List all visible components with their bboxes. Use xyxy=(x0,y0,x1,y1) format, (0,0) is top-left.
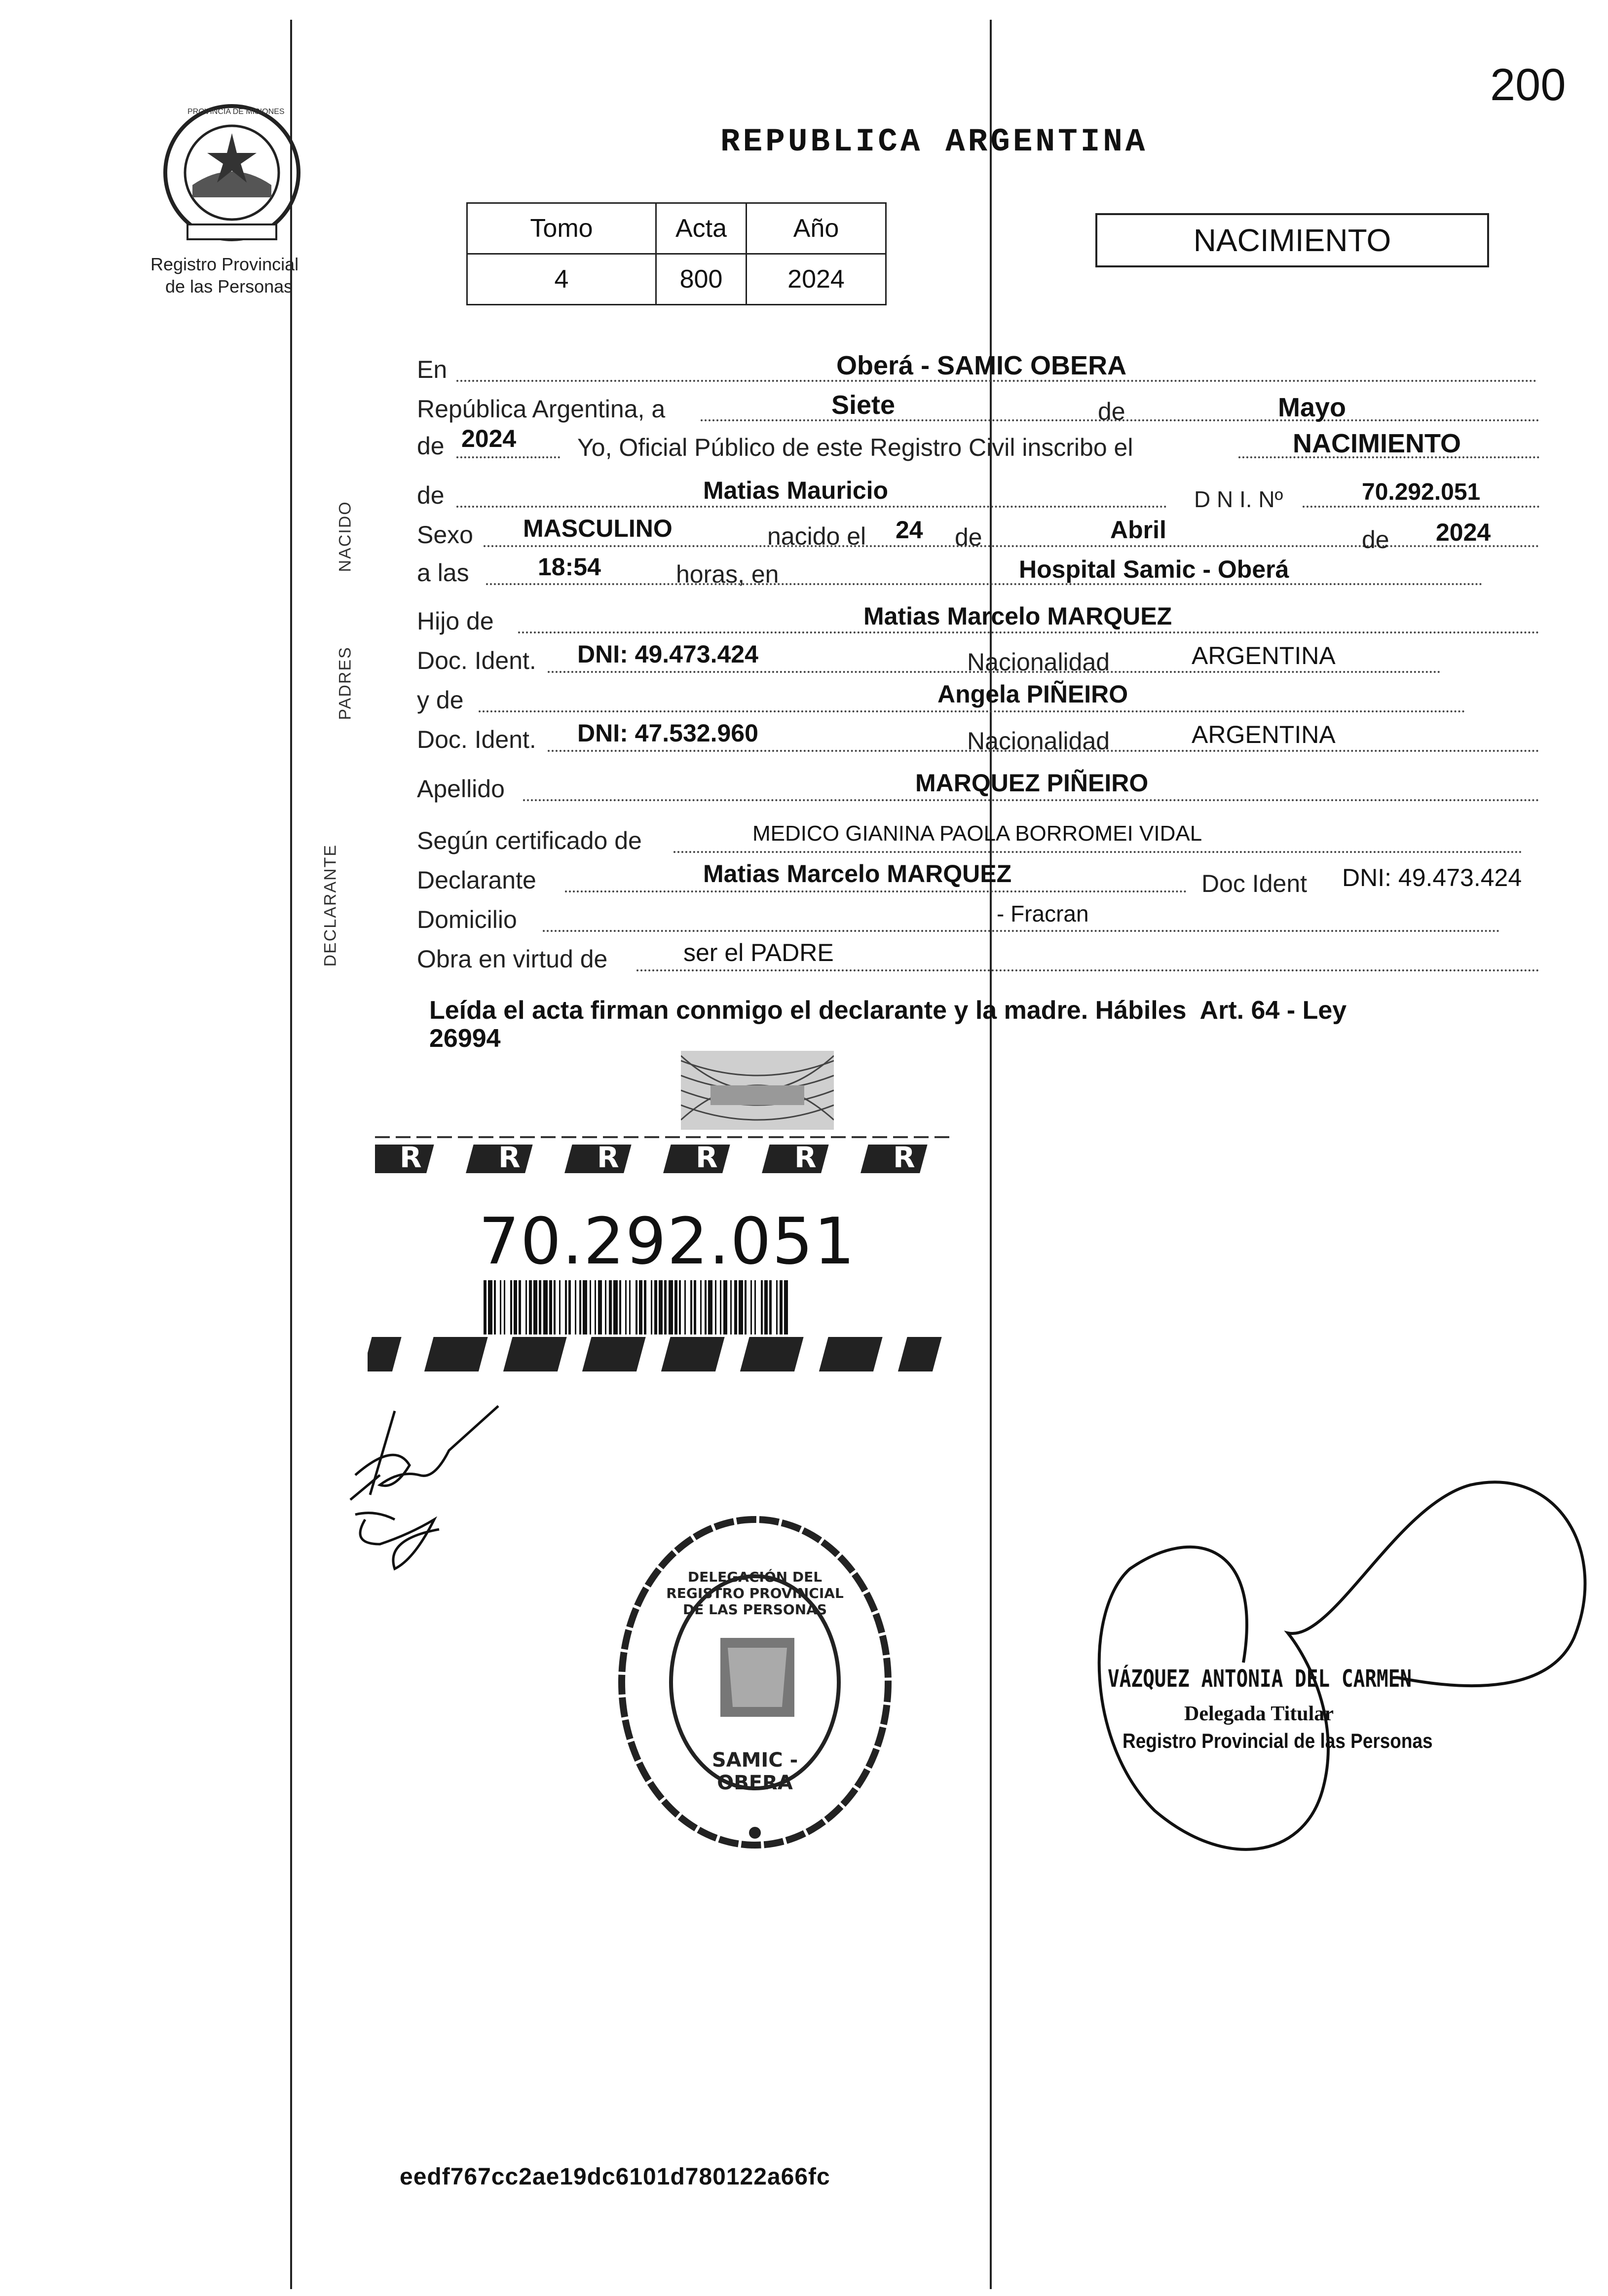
label-de-nac: de xyxy=(955,523,982,551)
barcode-bar xyxy=(764,1280,768,1334)
barcode-bar xyxy=(500,1280,501,1334)
sticker-bottom-band xyxy=(368,1334,947,1379)
barcode-bar xyxy=(629,1280,631,1334)
side-label-padres: PADRES xyxy=(336,646,355,720)
label-doc-padre: Doc. Ident. xyxy=(417,647,536,674)
r-mark: R xyxy=(597,1141,619,1174)
sticker-number: 70.292.051 xyxy=(479,1204,856,1279)
barcode-bar xyxy=(754,1280,756,1334)
barcode-bar xyxy=(579,1280,581,1334)
label-yde: y de xyxy=(417,686,464,714)
value-sexo: MASCULINO xyxy=(523,515,673,542)
dotline-anio xyxy=(456,456,560,458)
value-certificado: MEDICO GIANINA PAOLA BORROMEI VIDAL xyxy=(752,821,1202,846)
r-mark: R xyxy=(893,1141,915,1174)
value-padre-nac: ARGENTINA xyxy=(1192,642,1336,669)
acta-header-anio: Año xyxy=(747,203,886,254)
value-madre-nac: ARGENTINA xyxy=(1192,721,1336,748)
label-hijo: Hijo de xyxy=(417,607,494,635)
barcode-bar xyxy=(644,1280,646,1334)
barcode-bar xyxy=(734,1280,737,1334)
closing-line-1: Leída el acta firman conmigo el declarante y la madre. Hábiles Art. 64 - Ley xyxy=(429,996,1347,1025)
label-horas-en: horas, en xyxy=(676,560,779,588)
label-de-nombre: de xyxy=(417,481,445,509)
dotline-apellido xyxy=(523,799,1539,801)
acta-value-tomo: 4 xyxy=(467,254,656,305)
acta-value-anio: 2024 xyxy=(747,254,886,305)
barcode-bar xyxy=(554,1280,556,1334)
official-seal xyxy=(614,1510,896,1865)
value-dia: Siete xyxy=(831,390,896,420)
barcode-bar xyxy=(739,1280,743,1334)
delegate-role: Delegada Titular xyxy=(1184,1703,1334,1725)
delegate-org: Registro Provincial de las Personas xyxy=(1122,1729,1433,1752)
acta-table xyxy=(466,202,887,305)
value-nombre: Matias Mauricio xyxy=(703,477,889,504)
value-domicilio: - Fracran xyxy=(997,901,1089,926)
barcode-bar xyxy=(705,1280,707,1334)
oficial-text: Yo, Oficial Público de este Registro Civil inscribo el xyxy=(577,434,1133,461)
barcode-bar xyxy=(761,1280,763,1334)
act-type-box: NACIMIENTO xyxy=(1095,213,1489,267)
barcode-bar xyxy=(504,1280,505,1334)
r-mark: R xyxy=(696,1141,718,1174)
label-republica: República Argentina, a xyxy=(417,395,666,423)
label-alas: a las xyxy=(417,559,469,587)
value-hora: 18:54 xyxy=(538,553,601,581)
barcode-bar xyxy=(659,1280,663,1334)
label-declarante: Declarante xyxy=(417,866,536,894)
dotline-segun xyxy=(673,851,1522,853)
barcode-bar xyxy=(639,1280,642,1334)
barcode-bar xyxy=(598,1280,602,1334)
document-hash: eedf767cc2ae19dc6101d780122a66fc xyxy=(400,2164,830,2190)
signature-official xyxy=(336,1396,523,1584)
barcode-bar xyxy=(636,1280,637,1334)
hologram-patch xyxy=(681,1051,834,1130)
barcode-bar xyxy=(568,1280,571,1334)
barcode-bar xyxy=(533,1280,537,1334)
r-mark: R xyxy=(400,1141,422,1174)
barcode-bar xyxy=(613,1280,618,1334)
label-nac-madre: Nacionalidad xyxy=(967,727,1110,755)
side-label-nacido: NACIDO xyxy=(336,501,355,572)
registry-line-1: Registro Provincial xyxy=(150,254,299,274)
value-anio: 2024 xyxy=(461,425,517,452)
barcode-bar xyxy=(619,1280,621,1334)
barcode-bar xyxy=(651,1280,652,1334)
value-nac-dia: 24 xyxy=(896,516,923,544)
barcode-bar xyxy=(539,1280,541,1334)
barcode-bar xyxy=(549,1280,552,1334)
document-title: REPUBLICA ARGENTINA xyxy=(720,123,1148,160)
value-nac-mes: Abril xyxy=(1110,516,1166,544)
barcode-bar xyxy=(605,1280,606,1334)
barcode-bar xyxy=(543,1280,548,1334)
seal-ring-text: DELEGACIÓN DEL REGISTRO PROVINCIAL DE LAS PERSONAS xyxy=(666,1569,844,1618)
barcode-bar xyxy=(595,1280,596,1334)
barcode-bar xyxy=(484,1280,486,1334)
barcode-bar xyxy=(625,1280,627,1334)
barcode-bar xyxy=(488,1280,492,1334)
barcode-bar xyxy=(694,1280,696,1334)
label-apellido: Apellido xyxy=(417,775,505,803)
barcode-bar xyxy=(745,1280,747,1334)
r-mark: R xyxy=(498,1141,521,1174)
value-declarante: Matias Marcelo MARQUEZ xyxy=(703,860,1012,888)
value-nac-anio: 2024 xyxy=(1436,518,1491,546)
dotline-declarante xyxy=(565,890,1187,892)
barcode-bar xyxy=(529,1280,532,1334)
side-label-declarante: DECLARANTE xyxy=(321,844,340,967)
barcode-bar xyxy=(690,1280,692,1334)
barcode-bar xyxy=(583,1280,587,1334)
value-dni: 70.292.051 xyxy=(1362,479,1481,505)
delegate-name: VÁZQUEZ ANTONIA DEL CARMEN xyxy=(1108,1665,1412,1693)
label-sexo: Sexo xyxy=(417,521,473,549)
barcode-bar xyxy=(514,1280,517,1334)
value-padre: Matias Marcelo MARQUEZ xyxy=(863,602,1172,630)
label-domicilio: Domicilio xyxy=(417,906,517,933)
label-doc-ident: Doc Ident xyxy=(1201,870,1308,897)
province-emblem xyxy=(158,99,306,247)
acta-header-tomo: Tomo xyxy=(467,203,656,254)
barcode-bar xyxy=(609,1280,612,1334)
dotline-madre xyxy=(479,710,1465,712)
seal-bottom-text: SAMIC - OBERA xyxy=(711,1749,798,1794)
barcode-bar xyxy=(679,1280,681,1334)
barcode-bar xyxy=(723,1280,727,1334)
dotline-domicilio xyxy=(543,930,1500,932)
label-nacido-el: nacido el xyxy=(767,522,866,550)
barcode-bar xyxy=(784,1280,788,1334)
acta-header-acta: Acta xyxy=(656,203,747,254)
barcode-bar xyxy=(769,1280,772,1334)
value-tipo: NACIMIENTO xyxy=(1293,429,1461,458)
label-nac-padre: Nacionalidad xyxy=(967,648,1110,676)
barcode-bar xyxy=(750,1280,752,1334)
barcode-bar xyxy=(715,1280,716,1334)
label-obra: Obra en virtud de xyxy=(417,945,608,973)
barcode-bar xyxy=(776,1280,778,1334)
value-madre-doc: DNI: 47.532.960 xyxy=(577,719,758,747)
value-padre-doc: DNI: 49.473.424 xyxy=(577,640,758,668)
barcode-bar xyxy=(780,1280,783,1334)
dotline-alas xyxy=(486,583,1483,585)
value-madre: Angela PIÑEIRO xyxy=(937,680,1128,708)
barcode-bar xyxy=(669,1280,673,1334)
barcode-bar xyxy=(565,1280,567,1334)
label-doc-madre: Doc. Ident. xyxy=(417,726,536,753)
value-apellido: MARQUEZ PIÑEIRO xyxy=(915,769,1149,797)
closing-line-2: 26994 xyxy=(429,1024,501,1053)
barcode-bar xyxy=(720,1280,721,1334)
registry-line-2: de las Personas xyxy=(165,276,293,296)
barcode-bar xyxy=(559,1280,561,1334)
label-dni: D N I. Nº xyxy=(1194,486,1283,512)
label-segun: Según certificado de xyxy=(417,827,642,854)
emblem-text: PROVINCIA DE MISIONES xyxy=(187,108,285,116)
value-lugar: Oberá - SAMIC OBERA xyxy=(836,351,1127,380)
barcode-bar xyxy=(674,1280,677,1334)
dotline-nombre xyxy=(456,506,1167,508)
barcode-bar xyxy=(700,1280,702,1334)
barcode-bar xyxy=(654,1280,657,1334)
label-en: En xyxy=(417,356,448,383)
acta-value-acta: 800 xyxy=(656,254,747,305)
barcode-bar xyxy=(730,1280,732,1334)
label-de-nac-2: de xyxy=(1362,526,1389,554)
label-de-2: de xyxy=(417,432,445,460)
dotline-obra xyxy=(636,969,1539,971)
page-number: 200 xyxy=(1490,60,1566,110)
value-obra: ser el PADRE xyxy=(683,939,834,966)
dotline-hijo xyxy=(518,631,1539,633)
barcode-bar xyxy=(519,1280,521,1334)
left-margin-line xyxy=(290,20,292,2289)
barcode-bar xyxy=(664,1280,667,1334)
label-de-1: de xyxy=(1098,398,1125,425)
value-lugar-nac: Hospital Samic - Oberá xyxy=(1019,555,1289,583)
barcode-bar xyxy=(708,1280,712,1334)
value-declarante-doc: DNI: 49.473.424 xyxy=(1342,864,1522,891)
dotline-dni xyxy=(1303,506,1539,508)
r-mark: R xyxy=(794,1141,817,1174)
value-mes: Mayo xyxy=(1278,393,1346,422)
barcode-bar xyxy=(590,1280,591,1334)
barcode-bar xyxy=(510,1280,512,1334)
barcode-bar xyxy=(525,1280,527,1334)
barcode xyxy=(484,1280,789,1334)
r-marks-top xyxy=(380,1140,957,1174)
barcode-bar xyxy=(575,1280,576,1334)
barcode-bar xyxy=(684,1280,686,1334)
barcode-bar xyxy=(494,1280,496,1334)
